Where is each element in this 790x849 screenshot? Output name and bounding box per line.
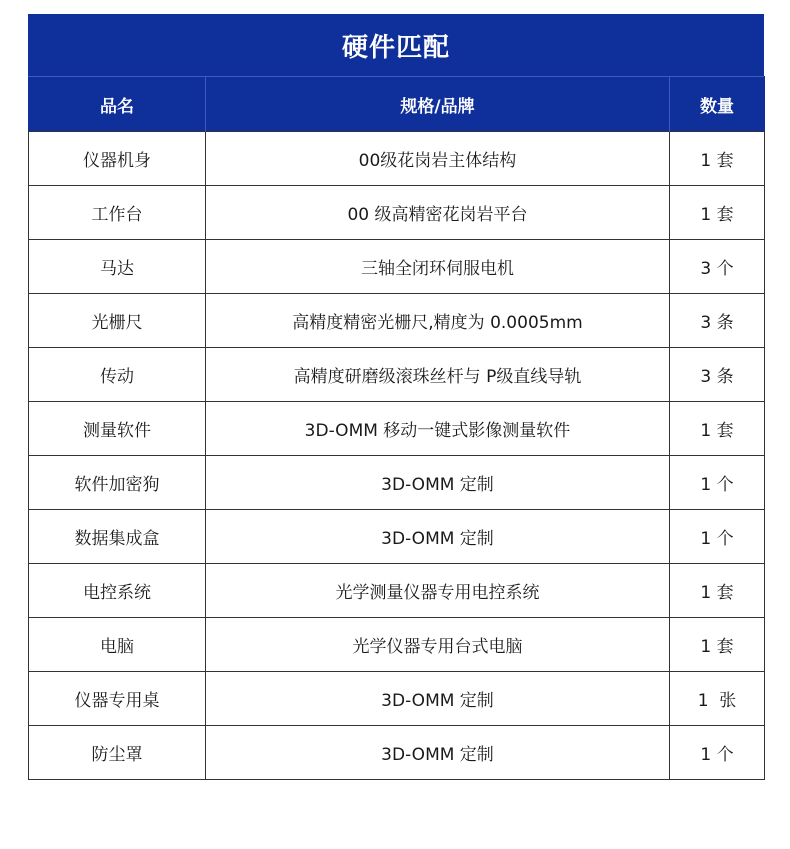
cell-qty: 3 个 — [670, 240, 765, 294]
cell-spec: 3D-OMM 定制 — [206, 456, 670, 510]
cell-name: 仪器机身 — [29, 132, 206, 186]
cell-name: 测量软件 — [29, 402, 206, 456]
cell-qty: 1 套 — [670, 186, 765, 240]
cell-name: 马达 — [29, 240, 206, 294]
cell-spec: 高精度研磨级滚珠丝杆与 P级直线导轨 — [206, 348, 670, 402]
cell-spec: 3D-OMM 移动一键式影像测量软件 — [206, 402, 670, 456]
cell-name: 软件加密狗 — [29, 456, 206, 510]
table-row — [29, 672, 765, 726]
table-title: 硬件匹配 — [28, 14, 764, 76]
cell-spec: 高精度精密光栅尺,精度为 0.0005mm — [206, 294, 670, 348]
column-header-spec: 规格/品牌 — [206, 77, 670, 132]
cell-spec: 00级花岗岩主体结构 — [206, 132, 670, 186]
table-row — [29, 618, 765, 672]
cell-qty: 1 个 — [670, 456, 765, 510]
cell-qty: 1 套 — [670, 618, 765, 672]
hardware-table — [28, 14, 764, 780]
cell-name: 电控系统 — [29, 564, 206, 618]
table-row — [29, 132, 765, 186]
table-row — [29, 186, 765, 240]
column-header-name: 品名 — [29, 77, 206, 132]
cell-spec: 3D-OMM 定制 — [206, 672, 670, 726]
cell-qty: 3 条 — [670, 348, 765, 402]
table-row — [29, 564, 765, 618]
table-row — [29, 456, 765, 510]
table-row — [29, 726, 765, 780]
hardware-grid — [28, 76, 765, 780]
cell-qty: 1 套 — [670, 132, 765, 186]
table-row — [29, 510, 765, 564]
column-header-qty: 数量 — [670, 77, 765, 132]
header-row — [29, 77, 765, 132]
cell-name: 工作台 — [29, 186, 206, 240]
cell-name: 光栅尺 — [29, 294, 206, 348]
cell-qty: 3 条 — [670, 294, 765, 348]
cell-name: 防尘罩 — [29, 726, 206, 780]
table-row — [29, 348, 765, 402]
cell-qty: 1 个 — [670, 510, 765, 564]
table-row — [29, 240, 765, 294]
table-row — [29, 294, 765, 348]
cell-qty: 1 张 — [670, 672, 765, 726]
cell-qty: 1 套 — [670, 402, 765, 456]
cell-spec: 00 级高精密花岗岩平台 — [206, 186, 670, 240]
cell-name: 数据集成盒 — [29, 510, 206, 564]
cell-name: 仪器专用桌 — [29, 672, 206, 726]
cell-qty: 1 个 — [670, 726, 765, 780]
cell-qty: 1 套 — [670, 564, 765, 618]
cell-spec: 三轴全闭环伺服电机 — [206, 240, 670, 294]
cell-spec: 3D-OMM 定制 — [206, 510, 670, 564]
cell-spec: 光学测量仪器专用电控系统 — [206, 564, 670, 618]
cell-spec: 光学仪器专用台式电脑 — [206, 618, 670, 672]
cell-spec: 3D-OMM 定制 — [206, 726, 670, 780]
table-row — [29, 402, 765, 456]
cell-name: 电脑 — [29, 618, 206, 672]
cell-name: 传动 — [29, 348, 206, 402]
